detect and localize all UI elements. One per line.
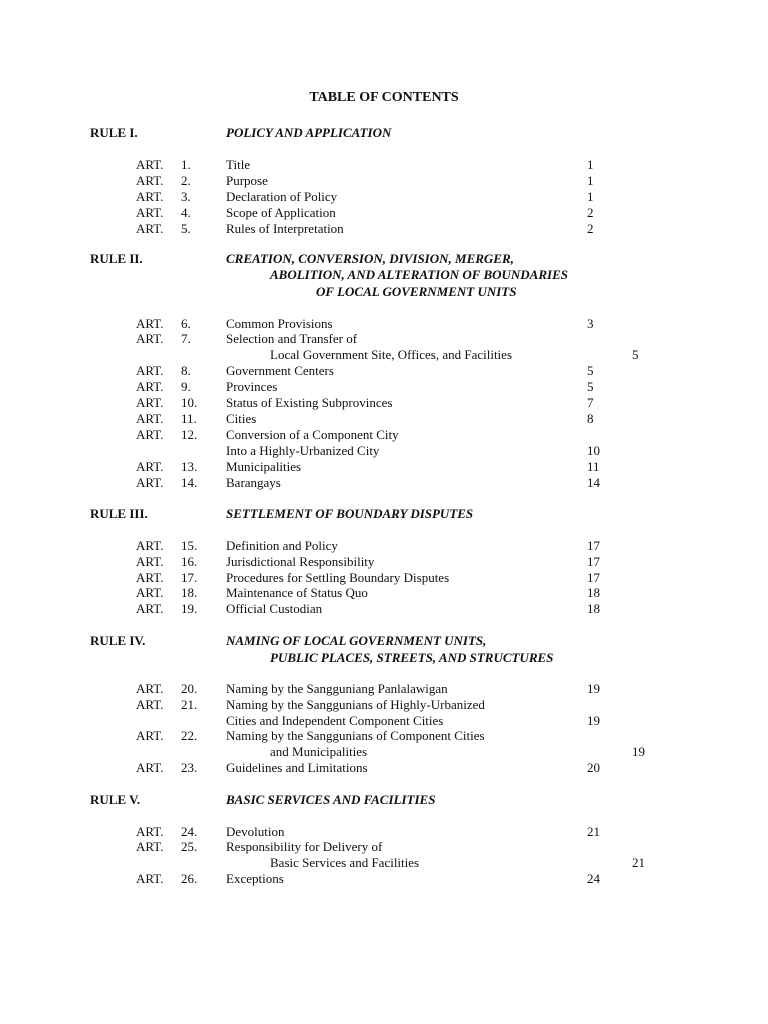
- article-label: ART.: [136, 601, 164, 616]
- article-title: Provinces: [226, 379, 278, 394]
- toc-entry: [0, 697, 768, 713]
- toc-entry: [0, 570, 768, 586]
- rule-title: CREATION, CONVERSION, DIVISION, MERGER,: [226, 251, 514, 266]
- article-title: Common Provisions: [226, 316, 333, 331]
- page-number: 18: [587, 585, 600, 600]
- article-number: 25.: [181, 839, 198, 854]
- toc-entry: [0, 411, 768, 427]
- article-label: ART.: [136, 728, 164, 743]
- article-label: ART.: [136, 585, 164, 600]
- article-number: 5.: [181, 221, 191, 236]
- article-title: Naming by the Sangguniang Panlalawigan: [226, 681, 448, 696]
- article-number: 8.: [181, 363, 191, 378]
- rule-heading-continued: [0, 284, 768, 300]
- article-title: Cities: [226, 411, 257, 426]
- toc-entry-continued: [0, 347, 768, 363]
- article-number: 10.: [181, 395, 198, 410]
- article-label: ART.: [136, 839, 164, 854]
- page-number: 1: [587, 173, 594, 188]
- rule-title: BASIC SERVICES AND FACILITIES: [226, 792, 436, 807]
- article-title: Local Government Site, Offices, and Facilities: [270, 347, 512, 362]
- page-number: 2: [587, 221, 594, 236]
- rule-heading: [0, 251, 768, 267]
- article-number: 14.: [181, 475, 198, 490]
- page-number: 17: [587, 554, 600, 569]
- rule-title: OF LOCAL GOVERNMENT UNITS: [316, 284, 517, 299]
- article-number: 16.: [181, 554, 198, 569]
- article-title: Municipalities: [226, 459, 302, 474]
- page-number: 21: [632, 855, 645, 870]
- page-number: 7: [587, 395, 594, 410]
- article-number: 17.: [181, 570, 198, 585]
- toc-entry: [0, 728, 768, 744]
- toc-entry: [0, 363, 768, 379]
- article-number: 20.: [181, 681, 198, 696]
- toc-entry: [0, 331, 768, 347]
- article-title: Naming by the Sanggunians of Component Cities: [226, 728, 485, 743]
- toc-entry: [0, 379, 768, 395]
- page-number: 11: [587, 459, 600, 474]
- page-number: 14: [587, 475, 600, 490]
- page-number: 19: [587, 681, 600, 696]
- toc-entry: [0, 871, 768, 887]
- article-number: 26.: [181, 871, 198, 886]
- article-number: 24.: [181, 824, 198, 839]
- article-title: Cities and Independent Component Cities: [226, 713, 444, 728]
- article-number: 7.: [181, 331, 191, 346]
- rule-title: PUBLIC PLACES, STREETS, AND STRUCTURES: [270, 650, 554, 665]
- page-number: 5: [587, 379, 594, 394]
- article-label: ART.: [136, 760, 164, 775]
- page-title: TABLE OF CONTENTS: [309, 90, 459, 105]
- article-number: 23.: [181, 760, 198, 775]
- article-number: 3.: [181, 189, 191, 204]
- rule-label: RULE IV.: [90, 633, 146, 648]
- article-label: ART.: [136, 554, 164, 569]
- article-title: Devolution: [226, 824, 285, 839]
- rule-heading-continued: [0, 267, 768, 283]
- toc-entry: [0, 221, 768, 237]
- page-number: 17: [587, 538, 600, 553]
- article-number: 4.: [181, 205, 191, 220]
- article-number: 9.: [181, 379, 191, 394]
- article-label: ART.: [136, 157, 164, 172]
- article-label: ART.: [136, 427, 164, 442]
- article-label: ART.: [136, 395, 164, 410]
- article-title: Jurisdictional Responsibility: [226, 554, 375, 569]
- article-title: Definition and Policy: [226, 538, 338, 553]
- page-number: 3: [587, 316, 594, 331]
- toc-entry: [0, 554, 768, 570]
- toc-entry: [0, 601, 768, 617]
- page-number: 2: [587, 205, 594, 220]
- page-number: 17: [587, 570, 600, 585]
- rule-label: RULE I.: [90, 125, 138, 140]
- rule-heading: [0, 506, 768, 522]
- article-title: Maintenance of Status Quo: [226, 585, 368, 600]
- article-title: Responsibility for Delivery of: [226, 839, 383, 854]
- page-number: 1: [587, 157, 594, 172]
- page-number: 5: [587, 363, 594, 378]
- article-title: Rules of Interpretation: [226, 221, 344, 236]
- article-title: Barangays: [226, 475, 281, 490]
- page-number: 18: [587, 601, 600, 616]
- article-number: 1.: [181, 157, 191, 172]
- article-label: ART.: [136, 697, 164, 712]
- toc-entry: [0, 189, 768, 205]
- article-title: Official Custodian: [226, 601, 323, 616]
- article-label: ART.: [136, 681, 164, 696]
- article-title: Procedures for Settling Boundary Disputes: [226, 570, 450, 585]
- article-title: Exceptions: [226, 871, 284, 886]
- page-number: 5: [632, 347, 639, 362]
- article-label: ART.: [136, 205, 164, 220]
- article-title: Government Centers: [226, 363, 334, 378]
- page-number: 19: [587, 713, 600, 728]
- article-label: ART.: [136, 221, 164, 236]
- article-label: ART.: [136, 459, 164, 474]
- article-label: ART.: [136, 475, 164, 490]
- toc-entry: [0, 427, 768, 443]
- rule-label: RULE III.: [90, 506, 148, 521]
- article-label: ART.: [136, 379, 164, 394]
- page-number: 1: [587, 189, 594, 204]
- page-number: 8: [587, 411, 594, 426]
- rule-label: RULE V.: [90, 792, 141, 807]
- toc-entry-continued: [0, 713, 768, 729]
- article-title: Basic Services and Facilities: [270, 855, 420, 870]
- rule-title: NAMING OF LOCAL GOVERNMENT UNITS,: [226, 633, 487, 648]
- article-title: Status of Existing Subprovinces: [226, 395, 393, 410]
- toc-entry: [0, 538, 768, 554]
- article-number: 19.: [181, 601, 198, 616]
- article-number: 11.: [181, 411, 197, 426]
- article-title: Conversion of a Component City: [226, 427, 399, 442]
- article-number: 18.: [181, 585, 198, 600]
- toc-entry: [0, 475, 768, 491]
- article-title: and Municipalities: [270, 744, 368, 759]
- page-number: 10: [587, 443, 600, 458]
- article-title: Naming by the Sanggunians of Highly-Urbanized: [226, 697, 485, 712]
- article-title: Purpose: [226, 173, 268, 188]
- toc-entry: [0, 824, 768, 840]
- article-number: 13.: [181, 459, 198, 474]
- article-title: Selection and Transfer of: [226, 331, 358, 346]
- article-title: Title: [226, 157, 251, 172]
- toc-entry-continued: [0, 443, 768, 459]
- toc-entry: [0, 585, 768, 601]
- article-title: Declaration of Policy: [226, 189, 338, 204]
- article-number: 2.: [181, 173, 191, 188]
- toc-entry: [0, 681, 768, 697]
- article-label: ART.: [136, 316, 164, 331]
- article-number: 6.: [181, 316, 191, 331]
- toc-entry: [0, 760, 768, 776]
- article-label: ART.: [136, 824, 164, 839]
- toc-entry: [0, 157, 768, 173]
- article-title: Scope of Application: [226, 205, 336, 220]
- article-label: ART.: [136, 331, 164, 346]
- article-number: 15.: [181, 538, 198, 553]
- article-label: ART.: [136, 538, 164, 553]
- rule-title: SETTLEMENT OF BOUNDARY DISPUTES: [226, 506, 474, 521]
- article-label: ART.: [136, 363, 164, 378]
- toc-entry: [0, 459, 768, 475]
- toc-entry: [0, 205, 768, 221]
- toc-entry: [0, 395, 768, 411]
- page-number: 20: [587, 760, 600, 775]
- rule-heading: [0, 792, 768, 808]
- article-number: 22.: [181, 728, 198, 743]
- page-number: 24: [587, 871, 600, 886]
- rule-title: POLICY AND APPLICATION: [226, 125, 392, 140]
- rule-label: RULE II.: [90, 251, 143, 266]
- article-label: ART.: [136, 189, 164, 204]
- toc-entry-continued: [0, 744, 768, 760]
- article-number: 12.: [181, 427, 198, 442]
- toc-entry-continued: [0, 855, 768, 871]
- article-label: ART.: [136, 570, 164, 585]
- page-number: 19: [632, 744, 645, 759]
- article-title: Into a Highly-Urbanized City: [226, 443, 380, 458]
- article-label: ART.: [136, 871, 164, 886]
- page-number: 21: [587, 824, 600, 839]
- rule-heading-continued: [0, 650, 768, 666]
- rule-heading: [0, 633, 768, 649]
- toc-entry: [0, 173, 768, 189]
- article-number: 21.: [181, 697, 198, 712]
- article-label: ART.: [136, 411, 164, 426]
- rule-heading: [0, 125, 768, 141]
- toc-entry: [0, 316, 768, 332]
- article-title: Guidelines and Limitations: [226, 760, 368, 775]
- article-label: ART.: [136, 173, 164, 188]
- toc-entry: [0, 839, 768, 855]
- rule-title: ABOLITION, AND ALTERATION OF BOUNDARIES: [270, 267, 568, 282]
